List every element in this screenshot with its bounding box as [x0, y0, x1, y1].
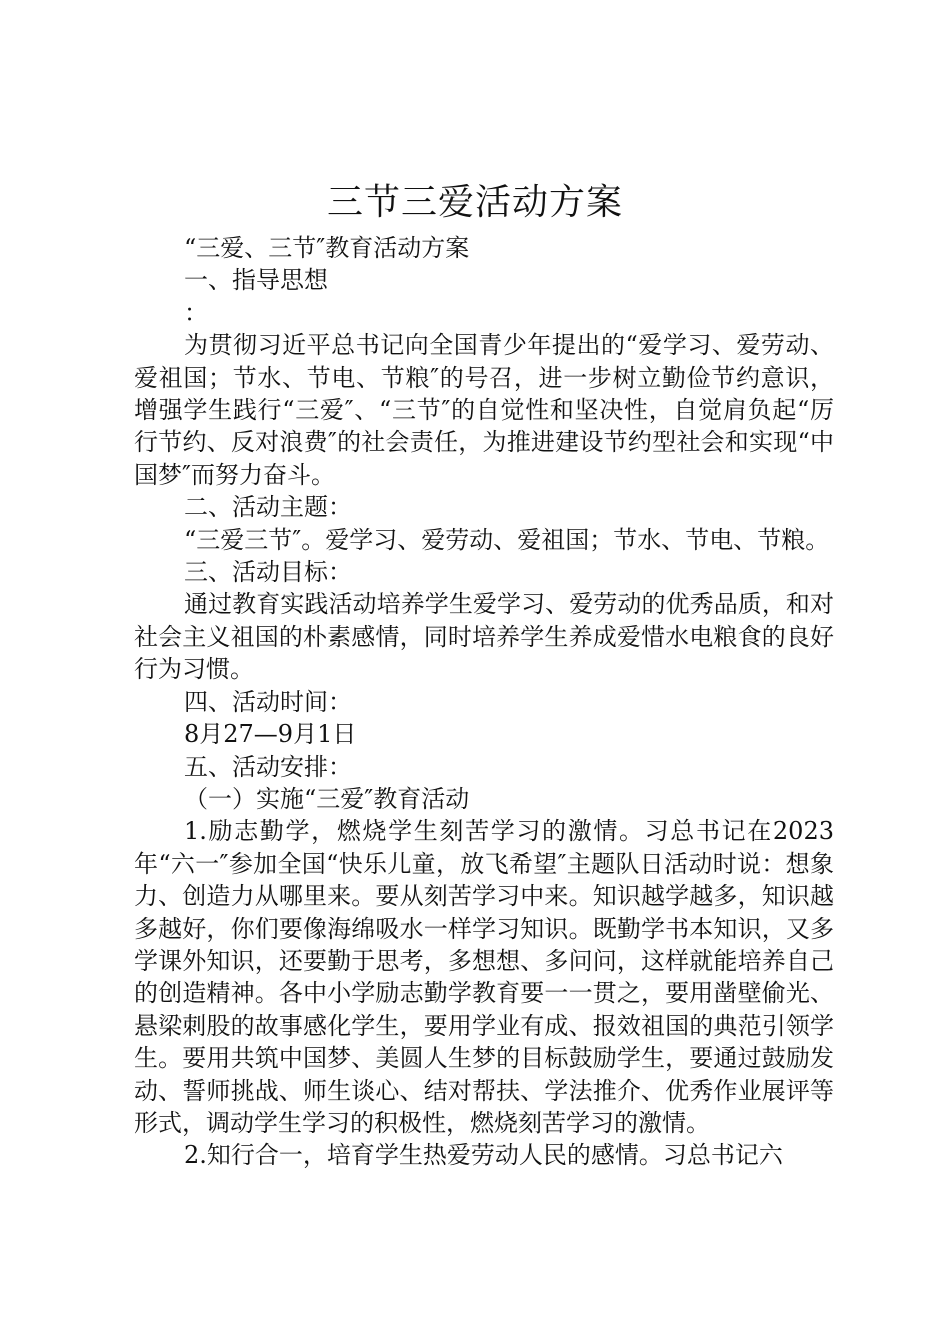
paragraph-guiding-ideology: 为贯彻习近平总书记向全国青少年提出的“爱学习、爱劳动、爱祖国；节水、节电、节粮″的号召，进一步树立勤俭节约意识，增强学生践行“三爱″、“三节″的自觉性和坚决性，自觉肩负起“厉行节约、反对浪费″的社会责任，为推进建设节约型社会和实现“中国梦″而努力奋斗。: [134, 331, 834, 489]
paragraph-activity-time: 8月27—9月1日: [184, 720, 357, 749]
document-title: 三节三爱活动方案: [326, 182, 623, 223]
paragraph-item-1: 1.励志勤学，燃烧学生刻苦学习的激情。习总书记在2023年“六一″参加全国“快乐儿童，放飞希望″主题队日活动时说：想象力、创造力从哪里来。要从刻苦学习中来。知识越学越多，知识越多越好，你们要像海绵吸水一样学习知识。既勤学书本知识，又多学课外知识，还要勤于思考，多想想、多问问，这样就能培养自己的创造精神。各中小学励志勤学教育要一一贯之，要用凿壁偷光、悬梁刺股的故事感化学生，要用学业有成、报效祖国的典范引领学生。要用共筑中国梦、美圆人生梦的目标鼓励学生，要通过鼓励发动、誓师挑战、师生谈心、结对帮扶、学法推介、优秀作业展评等形式，调动学生学习的积极性，燃烧刻苦学习的激情。: [134, 817, 834, 1137]
paragraph-item-2: 2.知行合一，培育学生热爱劳动人民的感情。习总书记六: [184, 1141, 783, 1170]
paragraph-activity-goal: 通过教育实践活动培养学生爱学习、爱劳动的优秀品质，和对社会主义祖国的朴素感情，同时培养学生养成爱惜水电粮食的良好行为习惯。: [134, 590, 834, 684]
section-heading-activity-arrangement: 五、活动安排：: [184, 752, 352, 781]
colon-line: ：: [184, 298, 208, 327]
paragraph-activity-theme: “三爱三节″。爱学习、爱劳动、爱祖国；节水、节电、节粮。: [184, 525, 830, 554]
section-heading-activity-goal: 三、活动目标：: [184, 558, 352, 587]
document-body: [134, 232, 834, 1172]
subsection-heading-three-loves: （一）实施“三爱″教育活动: [184, 784, 470, 813]
subtitle-paragraph: “三爱、三节″教育活动方案: [184, 234, 470, 262]
section-heading-activity-time: 四、活动时间：: [184, 687, 352, 716]
section-heading-guiding-ideology: 一、指导思想: [184, 266, 328, 295]
section-heading-activity-theme: 二、活动主题：: [184, 493, 352, 522]
